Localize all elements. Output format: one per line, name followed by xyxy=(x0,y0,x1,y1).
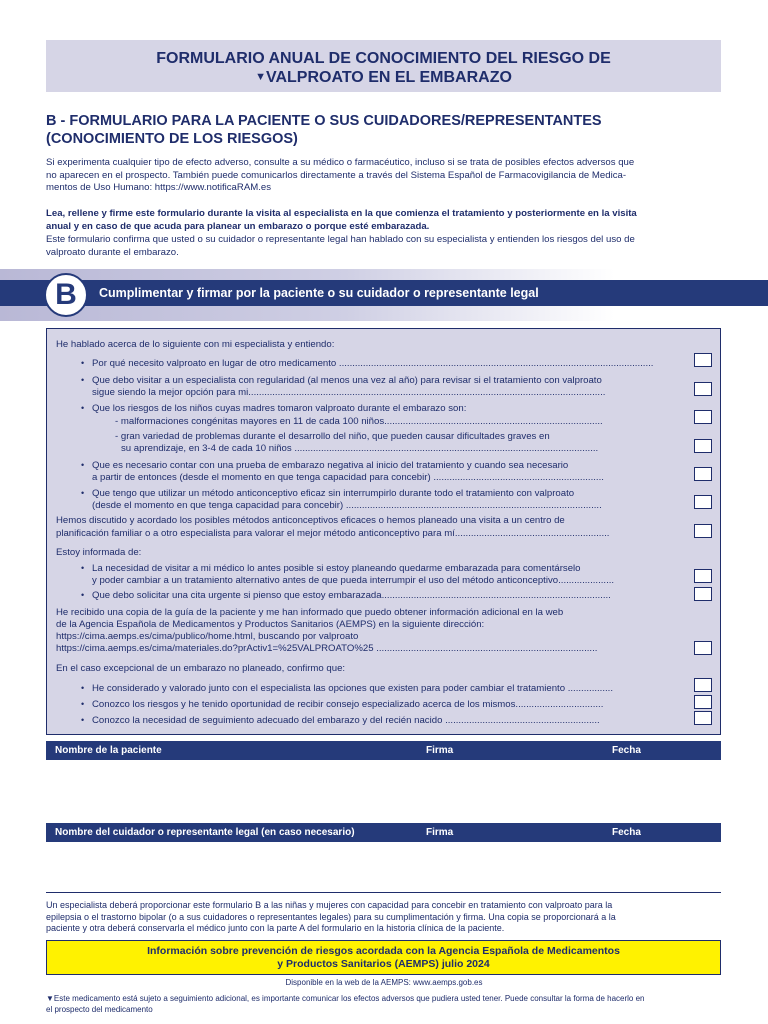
specialist-note-line3: paciente y otra deberá conservarla el médico junto con la parte A del formulario en la historia clínica de la paciente. xyxy=(46,923,505,933)
item-development-line1: - gran variedad de problemas durante el desarrollo del niño, que pueden causar dificultades graves en xyxy=(115,431,550,442)
bullet: • xyxy=(81,699,85,709)
intro-p1-line1: Si experimenta cualquier tipo de efecto adverso, consulte a su médico o farmacéutico, incluso si se trata de posibles efectos adversos que xyxy=(46,157,635,168)
intro-p2-line2: anual y en caso de que acuda para planear un embarazo o porque esté embarazada. xyxy=(46,220,430,232)
patient-signature-bar xyxy=(46,741,721,760)
aemps-info-box xyxy=(46,940,721,975)
aemps-info-line1: Información sobre prevención de riesgos acordada con la Agencia Española de Medicamentos xyxy=(147,945,620,957)
caregiver-name-label: Nombre del cuidador o representante legal (en caso necesario) xyxy=(55,827,355,838)
item-regular-visits-line1: Que debo visitar a un especialista con regularidad (al menos una vez al año) para revisar si el tratamiento con valproato xyxy=(92,375,602,386)
unplanned-pregnancy-heading: En el caso excepcional de un embarazo no planeado, confirmo que: xyxy=(56,663,346,674)
adverse-effects-paragraph xyxy=(46,157,722,195)
checkbox-specialized-advice[interactable] xyxy=(694,695,712,709)
form-title-box xyxy=(46,40,721,92)
instructions-paragraph xyxy=(46,208,722,233)
bullet: • xyxy=(81,403,85,413)
checkbox-planning-pregnancy[interactable] xyxy=(694,569,712,583)
checkbox-urgent-appointment[interactable] xyxy=(694,587,712,601)
item-treatment-options: He considerado y valorado junto con el especialista las opciones que existen para poder cambiar el tratamiento ................. xyxy=(92,683,614,694)
item-why-valproate: Por qué necesito valproato en lugar de otro medicamento ...................................................................................................................... xyxy=(92,358,654,369)
item-development-line2: su aprendizaje, en 3-4 de cada 10 niños .................................................................................................................. xyxy=(121,443,599,454)
section-letter-badge: B xyxy=(44,273,88,317)
item-contraception-line2: (desde el momento en que tenga capacidad para concebir) ................................................................................................ xyxy=(92,500,602,511)
item-discussed-methods-line1: Hemos discutido y acordado los posibles métodos anticonceptivos eficaces o hemos planeado una visita a un centro de xyxy=(56,515,565,526)
section-title-line1: B - FORMULARIO PARA LA PACIENTE O SUS CUIDADORES/REPRESENTANTES xyxy=(46,113,602,129)
bullet: • xyxy=(81,460,85,470)
patient-date-label: Fecha xyxy=(612,745,641,756)
monitoring-note-line2: el prospecto del medicamento xyxy=(46,1004,153,1014)
item-urgent-appointment: Que debo solicitar una cita urgente si pienso que estoy embarazada...................................................................................... xyxy=(92,590,611,601)
bullet: • xyxy=(81,488,85,498)
intro-p1-line3: mentos de Uso Humano: https://www.notificaRAM.es xyxy=(46,182,272,193)
item-pregnancy-test-line1: Que es necesario contar con una prueba de embarazo negativa al inicio del tratamiento y cuando sea necesario xyxy=(92,460,569,471)
item-guide-received-line3: https://cima.aemps.es/cima/publico/home.html, buscando por valproato xyxy=(56,631,359,642)
checkbox-contraception[interactable] xyxy=(694,495,712,509)
black-triangle-icon: ▼ xyxy=(255,71,266,83)
bullet: • xyxy=(81,590,85,600)
caregiver-signature-label: Firma xyxy=(426,827,454,838)
intro-p1-line2: no aparecen en el prospecto. También puede comunicarlos directamente a través del Sistema Español de Farmacovigilancia de Medica- xyxy=(46,169,627,181)
section-title xyxy=(46,112,726,148)
specialist-note xyxy=(46,900,722,935)
form-title-line2 xyxy=(46,68,721,87)
caregiver-date-label: Fecha xyxy=(612,827,641,838)
checkbox-treatment-options[interactable] xyxy=(694,678,712,692)
item-contraception-line1: Que tengo que utilizar un método anticonceptivo eficaz sin interrumpirlo durante todo el tratamiento con valproato xyxy=(92,488,575,499)
checkbox-regular-visits[interactable] xyxy=(694,382,712,396)
section-title-line2: (CONOCIMIENTO DE LOS RIESGOS) xyxy=(46,131,298,147)
checklist-lead: He hablado acerca de lo siguiente con mi especialista y entiendo: xyxy=(56,339,335,350)
patient-name-label: Nombre de la paciente xyxy=(55,745,162,756)
item-planning-pregnancy-line2: y poder cambiar a un tratamiento alternativo antes de que pueda interrumpir el uso del método anticonceptivo..................... xyxy=(92,575,615,586)
item-guide-received-line4: https://cima.aemps.es/cima/materiales.do?prActiv1=%25VALPROATO%25 ................................................................................... xyxy=(56,643,598,654)
specialist-note-line1: Un especialista deberá proporcionar este formulario B a las niñas y mujeres con capacidad para concebir en tratamiento con valproato para la xyxy=(46,900,613,910)
checkbox-discussed-methods[interactable] xyxy=(694,524,712,538)
item-pregnancy-test-line2: a partir de entonces (desde el momento en que tenga capacidad para concebir) ................................................................ xyxy=(92,472,604,483)
item-specialized-advice: Conozco los riesgos y he tenido oportunidad de recibir consejo especializado acerca de los mismos................................. xyxy=(92,699,604,710)
bullet: • xyxy=(81,715,85,725)
black-triangle-icon: ▼ xyxy=(46,994,54,1003)
confirmation-paragraph xyxy=(46,234,722,259)
patient-signature-label: Firma xyxy=(426,745,454,756)
bullet: • xyxy=(81,358,85,368)
specialist-note-line2: epilepsia o el trastorno bipolar (o a sus cuidadores o representantes legales) para su cumplimentación y firma. Una copia se proporcionará a la xyxy=(46,911,616,922)
checkbox-why-valproate[interactable] xyxy=(694,353,712,367)
availability-note: Disponible en la web de la AEMPS: www.aemps.gob.es xyxy=(285,978,483,987)
intro-p2-line1: Lea, rellene y firme este formulario durante la visita al especialista en la que comienza el tratamiento y posteriormente en la visita xyxy=(46,208,637,219)
item-regular-visits-line2: sigue siendo la mejor opción para mi...................................................................................................................................... xyxy=(92,387,606,398)
intro-p3-line1: Este formulario confirma que usted o su cuidador o representante legal han hablado con su especialista y entienden los riesgos del uso de xyxy=(46,234,635,245)
caregiver-signature-bar xyxy=(46,823,721,842)
item-malformations: - malformaciones congénitas mayores en 11 de cada 100 niños.................................................................................. xyxy=(115,416,603,427)
form-title-line2-text: VALPROATO EN EL EMBARAZO xyxy=(265,69,512,86)
checkbox-guide-received[interactable] xyxy=(694,641,712,655)
item-guide-received-line1: He recibido una copia de la guía de la paciente y me han informado que puedo obtener información adicional en la web xyxy=(56,607,564,618)
item-guide-received-line2: de la Agencia Española de Medicamentos y Productos Sanitarios (AEMPS) en la siguiente dirección: xyxy=(56,619,485,630)
bullet: • xyxy=(81,683,85,693)
item-discussed-methods-line2: planificación familiar o a otro especialista para valorar el mejor método anticonceptivo para mí.......................................................... xyxy=(56,528,610,539)
checkbox-pregnancy-test[interactable] xyxy=(694,467,712,481)
item-risks-intro: Que los riesgos de los niños cuyas madres tomaron valproato durante el embarazo son: xyxy=(92,403,467,414)
informed-heading: Estoy informada de: xyxy=(56,547,142,558)
monitoring-note xyxy=(46,994,726,1015)
bullet: • xyxy=(81,375,85,385)
section-banner-text: Cumplimentar y firmar por la paciente o su cuidador o representante legal xyxy=(99,286,539,300)
aemps-info-line2: y Productos Sanitarios (AEMPS) julio 2024 xyxy=(277,958,490,970)
checkbox-malformations[interactable] xyxy=(694,410,712,424)
monitoring-note-line1: Este medicamento está sujeto a seguimiento adicional, es importante comunicar los efectos adversos que pudiera usted tener. Puede consultar la forma de hacerlo en xyxy=(53,994,645,1003)
form-title-line1: FORMULARIO ANUAL DE CONOCIMIENTO DEL RIESGO DE xyxy=(156,50,611,67)
checkbox-pregnancy-follow-up[interactable] xyxy=(694,711,712,725)
item-pregnancy-follow-up: Conozco la necesidad de seguimiento adecuado del embarazo y del recién nacido .......................................................... xyxy=(92,715,600,726)
bullet: • xyxy=(81,563,85,573)
item-planning-pregnancy-line1: La necesidad de visitar a mi médico lo antes posible si estoy planeando quedarme embarazada para comentárselo xyxy=(92,563,581,574)
checkbox-development[interactable] xyxy=(694,439,712,453)
footer-divider xyxy=(46,892,721,893)
intro-p3-line2: valproato durante el embarazo. xyxy=(46,246,179,258)
